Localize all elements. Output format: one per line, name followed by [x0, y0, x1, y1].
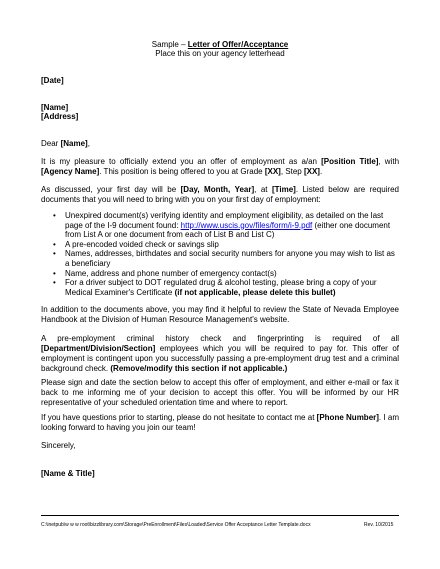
closing: Sincerely,	[41, 441, 76, 450]
required-documents-list	[41, 211, 399, 297]
i9-form-link[interactable]: http://www.uscis.gov/files/form/i-9.pdf	[180, 220, 313, 230]
salutation: Dear [Name],	[41, 139, 90, 148]
bullet-icon: •	[53, 211, 56, 220]
footer-revision: Rev. 10/2015	[364, 522, 394, 528]
bullet-icon: •	[53, 249, 56, 259]
footer-divider	[41, 515, 399, 516]
list-item: • A pre-encoded voided check or savings slip	[53, 239, 219, 249]
date-placeholder: [Date]	[41, 76, 64, 85]
agency-name-placeholder: [Agency Name]	[41, 167, 100, 176]
signature-placeholder: [Name & Title]	[41, 469, 95, 478]
header-prefix: Sample –	[151, 40, 188, 49]
phone-number-placeholder: [Phone Number]	[316, 413, 379, 422]
paragraph-acceptance: Please sign and date the section below to accept this offer of employment, and either e-mail or fax it back to me informing me of your decision to accept this offer. You will be informed by our HR representative of your scheduled orientation time and where to report.	[41, 378, 399, 407]
list-item: • Names, addresses, birthdates and social security numbers for anyone you may wish to list as a beneficiary	[53, 249, 395, 268]
list-item: • For a driver subject to DOT regulated drug & alcohol testing, please bring a copy of your Medical Examiner's Certificate (if not applicable, please delete this bullet)	[53, 278, 377, 297]
paragraph-handbook: In addition to the documents above, you may find it helpful to review the State of Nevada Employee Handbook at the Division of Human Resource Management's website.	[41, 305, 399, 324]
letter-title: Letter of Offer/Acceptance	[187, 40, 289, 49]
list-item: • Name, address and phone number of emergency contact(s)	[53, 268, 277, 278]
list-item: • Unexpired document(s) verifying identity and employment eligibility, as detailed on the last page of the I-9 document found: http://www.uscis.gov/files/form/i-9.pdf (either one document from List A or one document from each of List B and List C)	[53, 211, 391, 240]
address-placeholder: [Address]	[41, 112, 79, 121]
paragraph-background-check: A pre-employment criminal history check and fingerprinting is required of all [Department/Division/Section] employees which you will be required to pay for. This offer of employment is contingent upon you successfully passing a pre-employment drug test and a criminal background check. (Remove/modify this section if not applicable.)	[41, 334, 399, 373]
bullet-icon: •	[53, 278, 56, 288]
name-placeholder: [Name]	[41, 103, 69, 112]
position-title-placeholder: [Position Title]	[321, 157, 379, 166]
start-date-placeholder: [Day, Month, Year]	[180, 185, 255, 194]
footer-file-path: C:\inetpub\w w w root\bizzlibrary.com\Storage\PreEnrollment\Files\Loaded\Service Offer Acceptance Letter Template.docx	[41, 522, 311, 528]
salutation-name: [Name]	[60, 139, 88, 148]
bullet-icon: •	[53, 239, 56, 249]
paragraph-contact: If you have questions prior to starting, please do not hesitate to contact me at [Phone Number]. I am looking forward to having you join our team!	[41, 413, 399, 432]
department-placeholder: [Department/Division/Section]	[41, 344, 156, 353]
step-placeholder: [XX]	[303, 167, 320, 176]
header-instruction: Place this on your agency letterhead	[155, 49, 285, 58]
grade-placeholder: [XX]	[264, 167, 281, 176]
bullet-icon: •	[53, 268, 56, 278]
paragraph-first-day: As discussed, your first day will be [Day, Month, Year], at [Time]. Listed below are required documents that you will need to bring with you on your first day of employment:	[41, 185, 399, 204]
paragraph-offer: It is my pleasure to officially extend you an offer of employment as a/an [Position Title], with [Agency Name]. This position is being offered to you at Grade [XX], Step [XX].	[41, 157, 400, 176]
start-time-placeholder: [Time]	[271, 185, 296, 194]
